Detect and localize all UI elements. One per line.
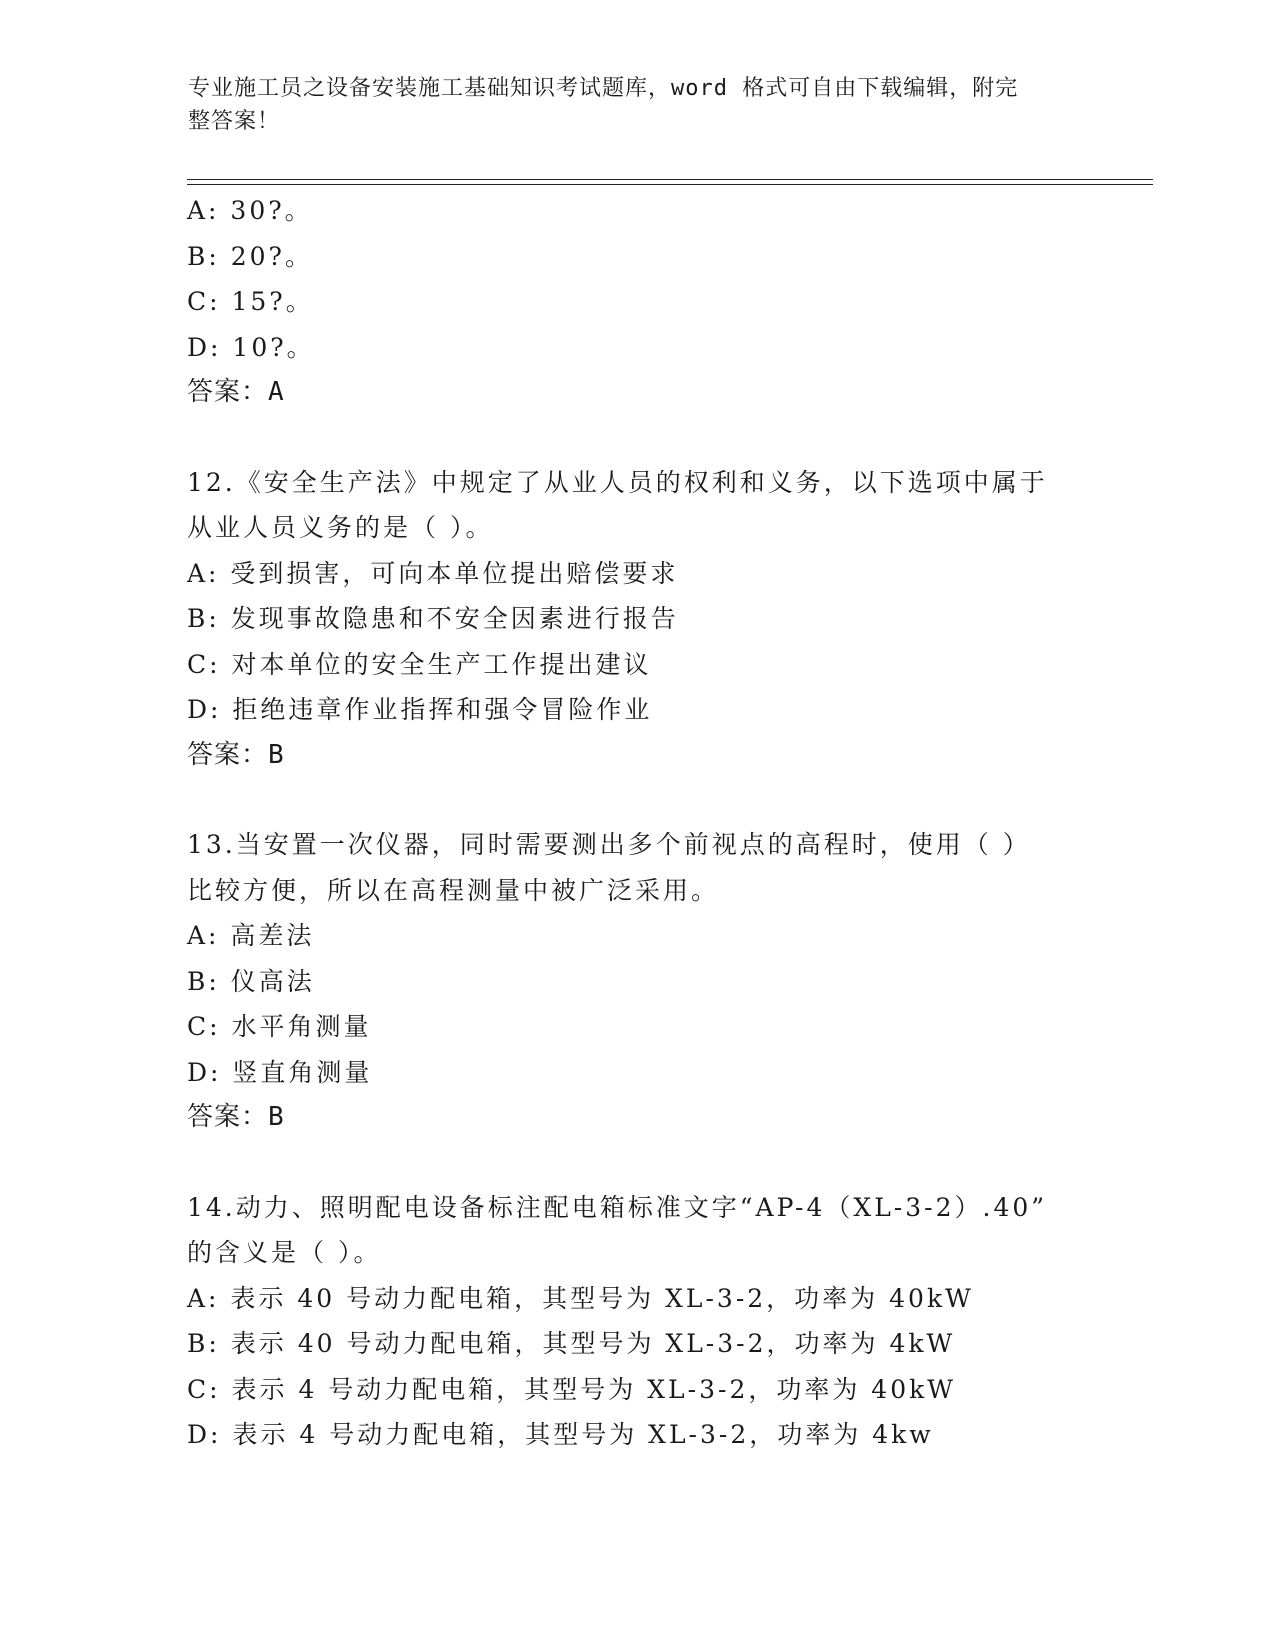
question-13 [187,822,1107,1141]
spacer [187,416,1107,460]
spacer [187,1141,1107,1185]
question-text-line-2: 从业人员义务的是（ ）。 [187,513,494,542]
option-c: C: 15?。 [187,287,314,316]
option-d: D: 拒绝违章作业指挥和强令冒险作业 [187,695,653,724]
answer: 答案：B [187,739,285,770]
option-d: D: 竖直角测量 [187,1057,373,1087]
document-header [188,72,1088,138]
option-c: C: 表示 4 号动力配电箱，其型号为 XL-3-2，功率为 40kW [187,1374,956,1404]
question-text-line-1: 13.当安置一次仪器，同时需要测出多个前视点的高程时，使用（ ） [187,830,1031,859]
question-text-line-2: 比较方便，所以在高程测量中被广泛采用。 [187,875,720,905]
header-text-line-2: 整答案！ [188,109,281,134]
question-text-line-2: 的含义是（ ）。 [187,1238,382,1267]
option-c: C: 水平角测量 [187,1012,372,1041]
option-a: A: 30?。 [187,196,313,225]
spacer [187,778,1107,822]
option-b: B: 20?。 [187,241,313,271]
answer: 答案：A [187,377,285,407]
header-text-line-1: 专业施工员之设备安装施工基础知识考试题库，word 格式可自由下载编辑，附完 [188,76,1019,101]
question-12 [187,460,1107,779]
option-b: B: 表示 40 号动力配电箱，其型号为 XL-3-2，功率为 4kW [187,1329,956,1358]
option-d: D: 10?。 [187,332,315,362]
option-b: B: 仪高法 [187,966,315,996]
question-text-line-1: 12.《安全生产法》中规定了从业人员的权利和义务，以下选项中属于 [187,467,1048,497]
option-c: C: 对本单位的安全生产工作提出建议 [187,649,652,679]
question-list [187,188,1107,1458]
option-d: D: 表示 4 号动力配电箱，其型号为 XL-3-2，功率为 4kw [187,1420,934,1449]
option-b: B: 发现事故隐患和不安全因素进行报告 [187,604,679,633]
question-text-line-1: 14.动力、照明配电设备标注配电箱标准文字“AP-4（XL-3-2）.40” [187,1192,1048,1222]
answer: 答案：B [187,1102,285,1132]
option-a: A: 表示 40 号动力配电箱，其型号为 XL-3-2，功率为 40kW [187,1283,974,1313]
header-divider-bottom [187,184,1153,185]
option-a: A: 高差法 [187,921,315,950]
header-divider-top [187,179,1153,180]
option-a: A: 受到损害，可向本单位提出赔偿要求 [187,558,679,588]
question-14 [187,1185,1107,1458]
question-11 [187,188,1107,416]
